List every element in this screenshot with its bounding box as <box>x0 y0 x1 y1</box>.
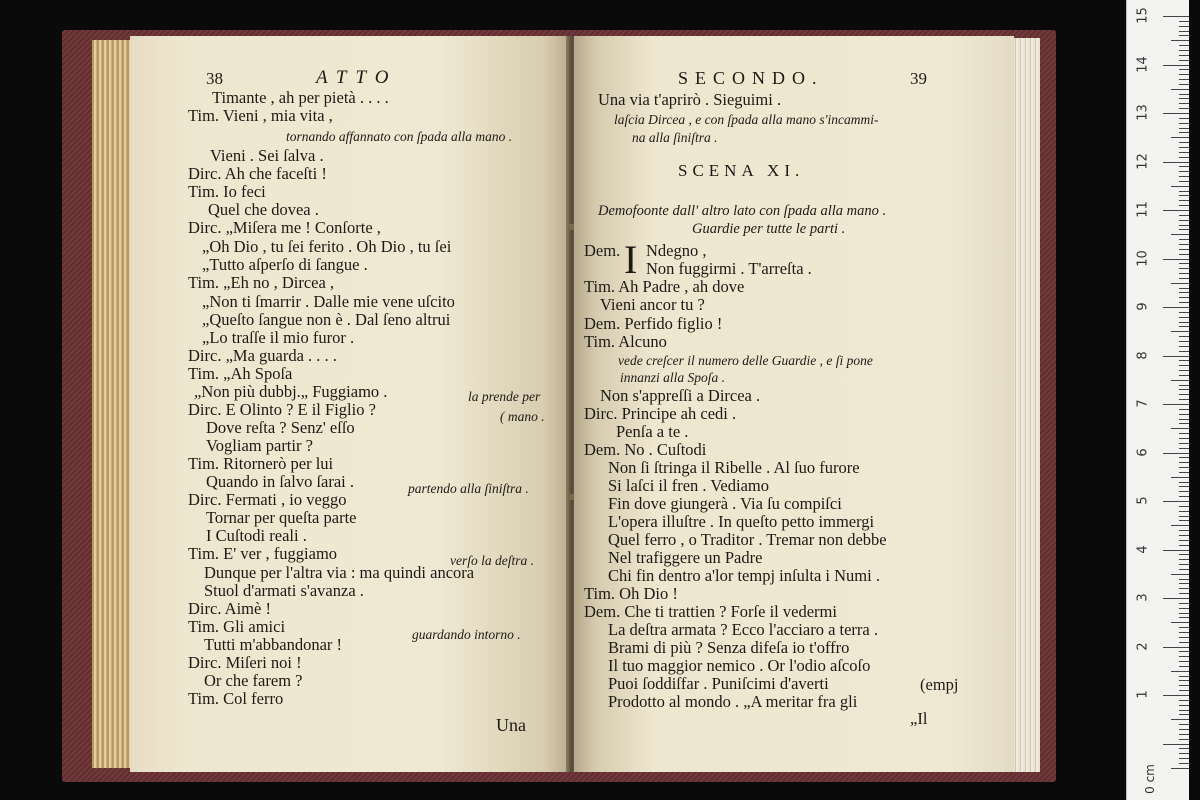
ruler-tick <box>1179 583 1189 584</box>
ruler-tick <box>1179 84 1189 85</box>
ruler-label: 2 <box>1135 641 1151 651</box>
text-line: Tim. Alcuno <box>584 332 667 351</box>
text-line: Chi fin dentro a'lor tempj inſulta i Numi . <box>608 566 880 585</box>
ruler-tick <box>1179 244 1189 245</box>
ruler-tick <box>1179 535 1189 536</box>
page-number-right: 39 <box>910 69 927 88</box>
left-page-edges <box>92 40 132 768</box>
ruler-tick <box>1179 642 1189 643</box>
text-line: Tim. Gli amici <box>188 617 286 636</box>
ruler-tick <box>1171 574 1189 575</box>
text-line: Prodotto al mondo . „A meritar fra gli <box>608 692 858 711</box>
ruler-tick <box>1163 16 1189 17</box>
ruler-tick <box>1179 632 1189 633</box>
ruler-tick <box>1179 26 1189 27</box>
text-line: Vogliam partir ? <box>206 436 313 455</box>
stage-direction: Demofoonte dall' altro lato con ſpada alla mano . <box>598 203 887 219</box>
ruler-tick <box>1179 55 1189 56</box>
text-line: Non fuggirmi . T'arreſta . <box>646 259 812 278</box>
ruler-tick <box>1179 603 1189 604</box>
ruler-tick <box>1179 21 1189 22</box>
ruler-tick <box>1179 656 1189 657</box>
ruler-tick <box>1179 225 1189 226</box>
text-line: Non ſi ſtringa il Ribelle . Al ſuo furore <box>608 458 860 477</box>
ruler-tick <box>1179 462 1189 463</box>
ruler-tick <box>1179 637 1189 638</box>
ruler-tick <box>1179 419 1189 420</box>
ruler-tick <box>1171 428 1189 429</box>
text-line: Puoi ſoddiſfar . Puniſcimi d'averti <box>608 674 829 693</box>
ruler-tick <box>1179 302 1189 303</box>
ruler-tick <box>1179 322 1189 323</box>
text-line: Tim. Ah Padre , ah dove <box>584 277 745 296</box>
ruler-tick <box>1179 651 1189 652</box>
text-line: Or che farem ? <box>204 671 303 690</box>
ruler-tick <box>1179 588 1189 589</box>
ruler-tick <box>1179 152 1189 153</box>
ruler-tick <box>1163 404 1189 405</box>
ruler-label: 15 <box>1135 7 1151 24</box>
ruler-tick <box>1171 234 1189 235</box>
ruler-tick <box>1179 215 1189 216</box>
ruler-tick <box>1179 579 1189 580</box>
ruler-tick <box>1179 360 1189 361</box>
ruler-tick <box>1179 147 1189 148</box>
ruler-tick <box>1179 229 1189 230</box>
ruler-tick <box>1179 705 1189 706</box>
ruler-tick <box>1163 162 1189 163</box>
ruler-tick <box>1179 181 1189 182</box>
ruler-tick <box>1179 753 1189 754</box>
ruler-tick <box>1179 191 1189 192</box>
ruler-tick <box>1179 763 1189 764</box>
ruler-label: 9 <box>1135 302 1151 311</box>
text-line: Dirc. „Ma guarda . . . . <box>188 346 337 365</box>
ruler-tick <box>1179 690 1189 691</box>
ruler-tick <box>1179 739 1189 740</box>
ruler-tick <box>1179 491 1189 492</box>
text-line: Non s'appreſſi a Dircea . <box>600 386 761 405</box>
text-line: Dunque per l'altra via : ma quindi ancora <box>204 563 475 582</box>
ruler-tick <box>1179 351 1189 352</box>
ruler-tick <box>1179 569 1189 570</box>
text-line: Dirc. Aimè ! <box>188 599 271 618</box>
text-line: Quel che dovea . <box>208 200 319 219</box>
stage-direction: na alla ſiniſtra . <box>632 130 718 145</box>
ruler-tick <box>1179 128 1189 129</box>
ruler-tick <box>1171 622 1189 623</box>
text-line: Dirc. Ah che faceſti ! <box>188 164 327 183</box>
text-line: Tim. Oh Dio ! <box>584 584 678 603</box>
text-line: Si laſci il fren . Vediamo <box>608 476 769 495</box>
text-line: Tornar per queſta parte <box>206 508 357 527</box>
ruler-tick <box>1179 263 1189 264</box>
ruler-tick <box>1179 249 1189 250</box>
stage-direction: innanzi alla Spoſa . <box>620 370 726 385</box>
ruler-tick <box>1179 74 1189 75</box>
text-line: Dem. <box>584 241 621 260</box>
ruler-tick <box>1179 312 1189 313</box>
text-line: Nel trafiggere un Padre <box>608 548 763 567</box>
ruler-tick <box>1163 356 1189 357</box>
text-line: Ndegno , <box>646 241 707 260</box>
ruler-unit-label: 0 cm <box>1142 764 1157 794</box>
measuring-ruler <box>1126 0 1189 800</box>
text-line: „Non ti ſmarrir . Dalle mie vene uſcito <box>202 292 455 311</box>
ruler-tick <box>1179 31 1189 32</box>
ruler-tick <box>1179 472 1189 473</box>
stage-direction: guardando intorno . <box>412 627 521 642</box>
ruler-tick <box>1179 617 1189 618</box>
ruler-tick <box>1163 744 1189 745</box>
text-line: La deſtra armata ? Ecco l'acciaro a terra . <box>608 620 878 639</box>
ruler-tick <box>1179 375 1189 376</box>
ruler-label: 10 <box>1135 249 1151 267</box>
ruler-label: 12 <box>1135 152 1151 170</box>
text-line: „Queſto ſangue non è . Dal ſeno altrui <box>202 310 451 329</box>
ruler-tick <box>1179 98 1189 99</box>
text-line: L'opera illuſtre . In queſto petto immergi <box>608 512 875 531</box>
running-head-left: ATTO <box>316 67 398 88</box>
text-line: Fin dove giungerà . Via ſu compiſci <box>608 494 842 513</box>
ruler-label: 13 <box>1135 104 1151 121</box>
ruler-tick <box>1179 69 1189 70</box>
ruler-tick <box>1179 438 1189 439</box>
ruler-tick <box>1179 729 1189 730</box>
ruler-tick <box>1179 385 1189 386</box>
text-line: Quando in ſalvo ſarai . <box>206 472 355 491</box>
ruler-tick <box>1179 748 1189 749</box>
right-page <box>574 36 1014 772</box>
ruler-tick <box>1179 326 1189 327</box>
page-number-left: 38 <box>206 69 223 88</box>
ruler-tick <box>1179 545 1189 546</box>
stage-direction: la prende per <box>468 389 541 404</box>
ruler-tick <box>1179 608 1189 609</box>
ruler-tick <box>1179 341 1189 342</box>
ruler-tick <box>1171 671 1189 672</box>
ruler-tick <box>1179 511 1189 512</box>
text-line: Dem. Perfido figlio ! <box>584 314 723 333</box>
ruler-tick <box>1179 676 1189 677</box>
ruler-tick <box>1179 45 1189 46</box>
ruler-tick <box>1179 103 1189 104</box>
text-line: Il tuo maggior nemico . Or l'odio aſcoſo <box>608 656 871 675</box>
text-line: Tim. Io feci <box>188 182 266 201</box>
left-page <box>130 36 570 772</box>
text-line: Tim. Ritornerò per lui <box>188 454 334 473</box>
ruler-tick <box>1179 627 1189 628</box>
text-line: Dirc. Fermati , io veggo <box>188 490 347 509</box>
ruler-tick <box>1179 486 1189 487</box>
ruler-tick <box>1179 457 1189 458</box>
ruler-tick <box>1179 195 1189 196</box>
ruler-tick <box>1163 259 1189 260</box>
ruler-tick <box>1179 443 1189 444</box>
text-line: Stuol d'armati s'avanza . <box>204 581 364 600</box>
catchword-left: Una <box>496 715 526 735</box>
ruler-tick <box>1179 166 1189 167</box>
text-line: Una via t'aprirò . Sieguimi . <box>598 90 782 109</box>
ruler-tick <box>1171 186 1189 187</box>
ruler-tick <box>1179 724 1189 725</box>
ruler-tick <box>1179 346 1189 347</box>
ruler-tick <box>1163 501 1189 502</box>
ruler-tick <box>1179 108 1189 109</box>
text-line: Tim. Col ferro <box>188 689 284 708</box>
ruler-tick <box>1179 448 1189 449</box>
ruler-tick <box>1163 598 1189 599</box>
ruler-tick <box>1171 380 1189 381</box>
text-line: „Non più dubbj.„ Fuggiamo . <box>194 382 388 401</box>
text-line: Tim. „Ah Spoſa <box>188 364 293 383</box>
ruler-tick <box>1179 157 1189 158</box>
ruler-tick <box>1171 283 1189 284</box>
ruler-tick <box>1179 200 1189 201</box>
stage-direction: vede creſcer il numero delle Guardie , e ſi pone <box>618 353 873 368</box>
stage-direction: verſo la deſtra . <box>450 553 534 568</box>
ruler-tick <box>1179 273 1189 274</box>
ruler-tick <box>1179 365 1189 366</box>
ruler-tick <box>1179 399 1189 400</box>
ruler-tick <box>1179 423 1189 424</box>
ruler-tick <box>1163 307 1189 308</box>
text-line: Vieni . Sei ſalva . <box>210 146 324 165</box>
stage-direction: partendo alla ſiniſtra . <box>408 481 529 496</box>
running-head-right: SECONDO. <box>678 68 824 88</box>
ruler-tick <box>1179 559 1189 560</box>
ruler-label: 8 <box>1135 350 1151 360</box>
ruler-tick <box>1171 719 1189 720</box>
ruler-tick <box>1179 666 1189 667</box>
ruler-tick <box>1179 710 1189 711</box>
ruler-tick <box>1171 477 1189 478</box>
text-line: Dirc. E Olinto ? E il Figlio ? <box>188 400 376 419</box>
text-line: „Lo traſſe il mio furor . <box>202 328 355 347</box>
ruler-tick <box>1163 550 1189 551</box>
ruler-tick <box>1163 695 1189 696</box>
ruler-tick <box>1179 540 1189 541</box>
ruler-label: 4 <box>1135 544 1151 554</box>
ruler-tick <box>1179 613 1189 614</box>
ruler-tick <box>1179 554 1189 555</box>
ruler-tick <box>1163 647 1189 648</box>
scene-title: SCENA XI. <box>678 161 805 180</box>
ruler-tick <box>1179 288 1189 289</box>
text-line: Penſa a te . <box>616 422 689 441</box>
stage-direction: laſcia Dircea , e con ſpada alla mano s'incammi- <box>614 112 879 127</box>
ruler-tick <box>1179 118 1189 119</box>
ruler-tick <box>1179 516 1189 517</box>
ruler-tick <box>1163 210 1189 211</box>
text-line: Timante , ah per pietà . . . . <box>212 88 389 107</box>
ruler-tick <box>1179 317 1189 318</box>
ruler-tick <box>1179 520 1189 521</box>
ruler-tick <box>1179 297 1189 298</box>
ruler-label: 5 <box>1135 496 1151 505</box>
ruler-tick <box>1179 94 1189 95</box>
ruler-tick <box>1179 482 1189 483</box>
ruler-tick <box>1179 292 1189 293</box>
text-line: Tim. E' ver , fuggiamo <box>188 544 338 563</box>
ruler-tick <box>1179 734 1189 735</box>
ruler-tick <box>1179 35 1189 36</box>
ruler-tick <box>1179 239 1189 240</box>
ruler-tick <box>1179 506 1189 507</box>
ruler-tick <box>1171 137 1189 138</box>
ruler-tick <box>1179 132 1189 133</box>
text-line: Dirc. Principe ah cedi . <box>584 404 737 423</box>
text-line: Tim. „Eh no , Dircea , <box>188 273 335 292</box>
ruler-tick <box>1179 414 1189 415</box>
ruler-tick <box>1163 113 1189 114</box>
ruler-label: 11 <box>1135 201 1151 218</box>
ruler-label: 3 <box>1135 593 1151 602</box>
ruler-tick <box>1179 700 1189 701</box>
text-line: Quel ferro , o Traditor . Tremar non debbe <box>608 530 887 549</box>
ruler-tick <box>1179 79 1189 80</box>
ruler-tick <box>1171 40 1189 41</box>
ruler-tick <box>1179 409 1189 410</box>
ruler-tick <box>1179 268 1189 269</box>
ruler-tick <box>1179 123 1189 124</box>
ruler-tick <box>1171 331 1189 332</box>
ruler-tick <box>1171 525 1189 526</box>
ruler-tick <box>1179 171 1189 172</box>
text-line: Tim. Vieni , mia vita , <box>188 106 333 125</box>
ruler-tick <box>1179 758 1189 759</box>
ruler-tick <box>1179 714 1189 715</box>
ruler-label: 6 <box>1135 447 1151 457</box>
ruler-tick <box>1179 593 1189 594</box>
ruler-label: 1 <box>1135 690 1151 699</box>
text-line: „Oh Dio , tu ſei ferito . Oh Dio , tu ſei <box>202 237 452 256</box>
ruler-tick <box>1179 220 1189 221</box>
stage-direction: Guardie per tutte le parti . <box>692 221 846 237</box>
ruler-tick <box>1179 50 1189 51</box>
text-line: „Tutto aſperſo di ſangue . <box>202 255 368 274</box>
ruler-tick <box>1179 60 1189 61</box>
text-line: Dirc. Miſeri noi ! <box>188 653 302 672</box>
text-line: Vieni ancor tu ? <box>600 295 705 314</box>
text-line: Brami di più ? Senza difeſa io t'offro <box>608 638 850 657</box>
ruler-tick <box>1179 254 1189 255</box>
ruler-tick <box>1179 278 1189 279</box>
text-line: Dove reſta ? Senz' eſſo <box>206 418 355 437</box>
stage-direction: ( mano . <box>500 409 545 424</box>
ruler-tick <box>1179 336 1189 337</box>
ruler-tick <box>1163 65 1189 66</box>
ruler-tick <box>1179 370 1189 371</box>
text-line: Tutti m'abbandonar ! <box>204 635 343 654</box>
drop-cap: I <box>624 237 638 282</box>
text-line: Dem. Che ti trattien ? Forſe il vedermi <box>584 602 837 621</box>
ruler-tick <box>1179 496 1189 497</box>
ruler-tick <box>1179 142 1189 143</box>
ruler-tick <box>1179 680 1189 681</box>
ruler-tick <box>1179 176 1189 177</box>
text-line: Dirc. „Miſera me ! Conſorte , <box>188 218 381 237</box>
ruler-tick <box>1179 205 1189 206</box>
ruler-tick <box>1179 564 1189 565</box>
ruler-tick <box>1171 768 1189 769</box>
ruler-tick <box>1179 530 1189 531</box>
ruler-tick <box>1163 453 1189 454</box>
ruler-tick <box>1179 389 1189 390</box>
stage-direction: tornando affannato con ſpada alla mano . <box>286 129 513 144</box>
text-line: I Cuſtodi reali . <box>206 526 307 545</box>
ruler-tick <box>1179 685 1189 686</box>
ruler-tick <box>1179 394 1189 395</box>
ruler-tick <box>1179 661 1189 662</box>
ruler-label: 14 <box>1135 55 1151 73</box>
text-line: Dem. No . Cuſtodi <box>584 440 707 459</box>
ruler-tick <box>1179 433 1189 434</box>
catchword-right: „Il <box>910 709 928 728</box>
ruler-tick <box>1171 89 1189 90</box>
ruler-label: 7 <box>1135 399 1151 408</box>
text-line: (empj <box>920 675 959 694</box>
ruler-tick <box>1179 467 1189 468</box>
